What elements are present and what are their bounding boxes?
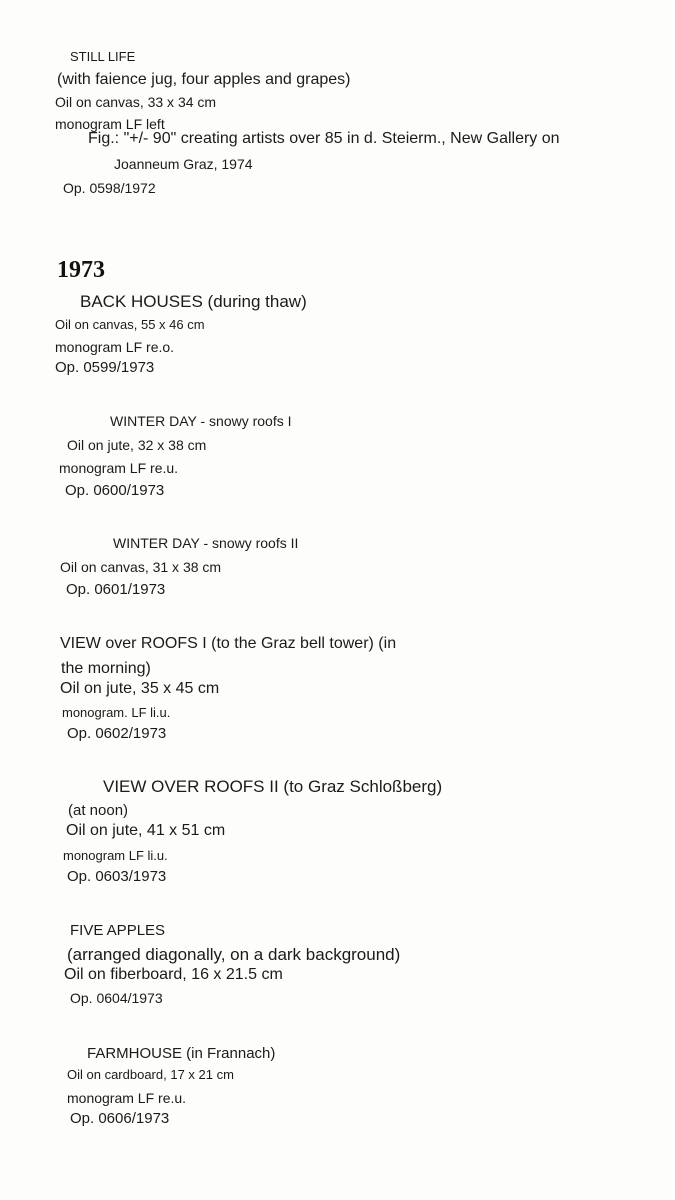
entry-title: VIEW over ROOFS I (to the Graz bell tower) (in <box>60 635 397 652</box>
entry-opus: Op. 0603/1973 <box>67 868 167 885</box>
entry-subtitle: (at noon) <box>68 802 129 819</box>
entry-signature: monogram LF re.u. <box>59 460 179 476</box>
entry-signature: monogram. LF li.u. <box>62 705 171 720</box>
entry-signature: monogram LF left <box>55 116 165 132</box>
entry-medium: Oil on jute, 41 x 51 cm <box>66 822 226 839</box>
entry-medium: Oil on cardboard, 17 x 21 cm <box>67 1067 234 1082</box>
entry-subtitle: (with faience jug, four apples and grapes) <box>57 71 351 88</box>
entry-opus: Op. 0600/1973 <box>65 482 165 499</box>
entry-subtitle: (arranged diagonally, on a dark background) <box>67 945 401 964</box>
entry-opus: Op. 0601/1973 <box>66 581 166 598</box>
entry-medium: Oil on jute, 32 x 38 cm <box>67 437 207 453</box>
entry-opus: Op. 0604/1973 <box>70 990 163 1006</box>
entry-medium: Oil on canvas, 33 x 34 cm <box>55 94 217 110</box>
entry-figure-reference: Fig.: "+/- 90" creating artists over 85 in d. Steierm., New Gallery on <box>88 130 560 147</box>
entry-medium: Oil on canvas, 31 x 38 cm <box>60 559 222 575</box>
entry-title: VIEW OVER ROOFS II (to Graz Schloßberg) <box>103 777 443 796</box>
entry-title: FIVE APPLES <box>70 922 166 939</box>
entry-title-cont: the morning) <box>61 660 151 677</box>
entry-medium: Oil on jute, 35 x 45 cm <box>60 680 220 697</box>
entry-title: BACK HOUSES (during thaw) <box>80 292 307 311</box>
entry-title: WINTER DAY - snowy roofs II <box>113 535 299 551</box>
entry-opus: Op. 0599/1973 <box>55 359 155 376</box>
entry-title: WINTER DAY - snowy roofs I <box>110 413 292 429</box>
entry-opus: Op. 0602/1973 <box>67 725 167 742</box>
entry-medium: Oil on fiberboard, 16 x 21.5 cm <box>64 966 283 983</box>
entry-opus: Op. 0598/1972 <box>63 180 156 196</box>
entry-title: FARMHOUSE (in Frannach) <box>87 1045 276 1062</box>
entry-signature: monogram LF re.u. <box>67 1090 187 1106</box>
entry-figure-reference-cont: Joanneum Graz, 1974 <box>114 156 253 172</box>
entry-medium: Oil on canvas, 55 x 46 cm <box>55 317 205 332</box>
entry-signature: monogram LF li.u. <box>63 848 168 863</box>
year-heading: 1973 <box>57 257 105 283</box>
entry-title: STILL LIFE <box>70 49 136 64</box>
entry-opus: Op. 0606/1973 <box>70 1110 170 1127</box>
entry-signature: monogram LF re.o. <box>55 339 175 355</box>
